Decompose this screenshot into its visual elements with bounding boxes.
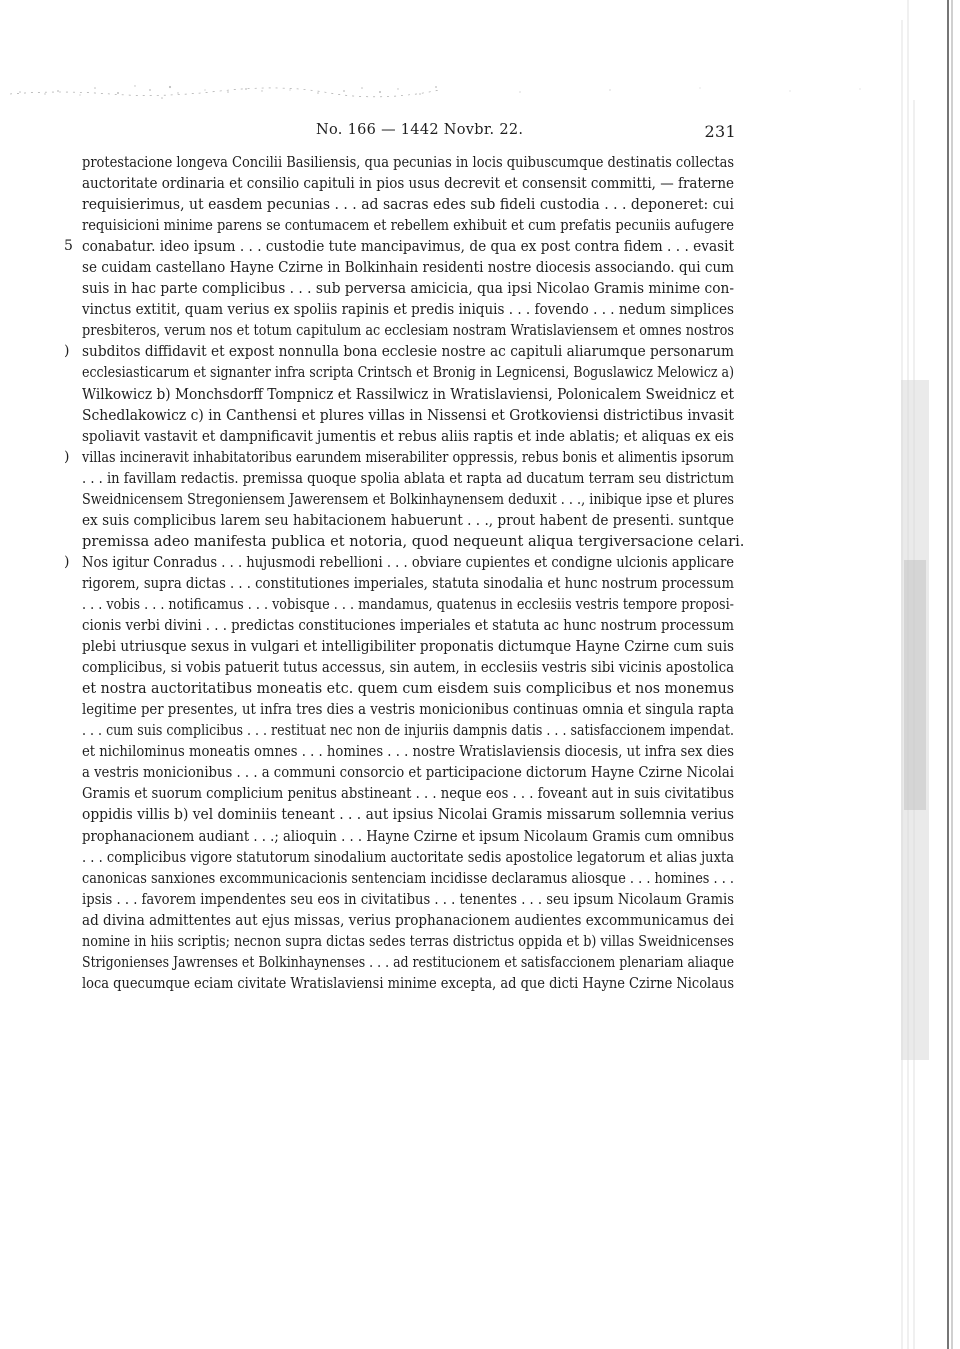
text-line	[64, 341, 734, 362]
line-text: a vestris monicionibus . . . a communi consorcio et participacione dictorum Hayne Czirne Nicolai	[82, 764, 734, 782]
line-text: Sweidnicensem Stregoniensem Jawerensem et Bolkinhaynensem deduxit . . ., inibique ipse et plures	[82, 490, 734, 508]
line-text: suis in hac parte complicibus . . . sub perversa amicicia, qua ipsi Nicolao Gramis minime con-	[82, 280, 734, 298]
text-line	[82, 952, 734, 973]
page-number: 231	[704, 122, 736, 141]
line-text: villas incineravit inhabitatoribus earundem miserabiliter oppressis, rebus bonis et alimentis ipsorum	[82, 448, 734, 466]
line-text: prophanacionem audiant . . .; alioquin . . . Hayne Czirne et ipsum Nicolaum Gramis cum omnibus	[82, 827, 734, 845]
text-line	[82, 152, 734, 173]
text-line	[82, 362, 734, 383]
line-text: subditos diffidavit et expost nonnulla bona ecclesie nostre ac capituli aliarumque personarum	[82, 343, 734, 361]
text-line	[82, 931, 734, 952]
text-line	[82, 215, 734, 236]
line-text: plebi utriusque sexus in vulgari et intelligibiliter proponatis dictumque Hayne Czirne cum suis	[82, 638, 734, 656]
line-margin-marker: )	[64, 448, 70, 465]
line-text: canonicas sanxiones excommunicacionis sentenciam incidisse declaramus aliosque . . . homines . . .	[82, 869, 734, 887]
text-line	[82, 468, 734, 489]
line-text: presbiteros, verum nos et totum capitulum ac ecclesiam nostram Wratislaviensem et omnes nostros	[82, 322, 734, 340]
line-text: requisierimus, ut easdem pecunias . . . ad sacras edes sub fideli custodia . . . deponeret: cui	[82, 196, 734, 214]
document-body	[64, 152, 745, 994]
text-line	[82, 868, 734, 889]
text-line	[82, 678, 734, 699]
line-text: . . . cum suis complicibus . . . restituat nec non de injuriis dampnis datis . . . satisfaccionem impendat.	[82, 722, 734, 740]
text-line	[64, 552, 734, 573]
line-text: complicibus, si vobis patuerit tutus accessus, sin autem, in ecclesiis vestris sibi vicinis apostolica	[82, 659, 734, 677]
line-text: ad divina admittentes aut ejus missas, verius prophanacionem audientes excommunicamus dei	[82, 911, 734, 929]
line-text: . . . in favillam redactis. premissa quoque spolia ablata et rapta ad ducatum terram seu districtum	[82, 469, 734, 487]
line-text: loca quecumque eciam civitate Wratislaviensi minime excepta, ad que dicti Hayne Czirne Nicolaus	[82, 974, 734, 992]
text-line	[82, 594, 734, 615]
scan-artifact-top	[0, 60, 960, 120]
text-line	[82, 636, 734, 657]
document-reference: No. 166 — 1442 Novbr. 22.	[316, 122, 524, 138]
line-text: Schedlakowicz c) in Canthensi et plures villas in Nissensi et Grotkoviensi districtibus invasit	[82, 406, 734, 424]
text-line	[64, 236, 734, 257]
line-margin-marker: )	[64, 553, 70, 570]
line-text: oppidis villis b) vel dominiis teneant . . . aut ipsius Nicolai Gramis missarum sollemnia verius	[82, 806, 734, 824]
text-line	[82, 257, 734, 278]
line-margin-marker: )	[64, 343, 70, 360]
line-text: Nos igitur Conradus . . . hujusmodi rebellioni . . . obviare cupientes et condigne ulcionis applicare	[82, 553, 734, 571]
text-line	[64, 447, 734, 468]
line-text: ex suis complicibus larem seu habitacionem habuerunt . . ., prout habent de presenti. suntque	[82, 511, 734, 529]
line-text: ipsis . . . favorem impendentes seu eos in civitatibus . . . tenentes . . . seu ipsum Nicolaum Gramis	[82, 890, 734, 908]
text-line	[82, 973, 734, 994]
line-text: requisicioni minime parens se contumacem et rebellem exhibuit et cum prefatis pecuniis aufugere	[82, 217, 734, 235]
text-line	[82, 657, 734, 678]
text-line	[82, 299, 734, 320]
text-line	[82, 510, 734, 531]
text-line	[82, 699, 734, 720]
text-line	[82, 489, 734, 510]
line-text: . . . vobis . . . notificamus . . . vobisque . . . mandamus, quatenus in ecclesiis vestris tempore proposi-	[82, 595, 734, 613]
page-header	[316, 122, 736, 144]
line-text: rigorem, supra dictas . . . constitutiones imperiales, statuta sinodalia et hunc nostrum processum	[82, 574, 734, 592]
text-line	[82, 531, 745, 552]
line-text: vinctus extitit, quam verius ex spoliis rapinis et predis iniquis . . . fovendo . . . nedum simplices	[82, 301, 734, 319]
text-line	[82, 804, 734, 825]
line-text: et nichilominus moneatis omnes . . . homines . . . nostre Wratislaviensis diocesis, ut infra sex dies	[82, 743, 734, 761]
text-line	[82, 405, 734, 426]
line-text: Wilkowicz b) Monchsdorff Tompnicz et Rassilwicz in Wratislaviensi, Polonicalem Sweidnicz et	[82, 385, 734, 403]
line-text: cionis verbi divini . . . predictas constituciones imperiales et statuta ac hunc nostrum processum	[82, 617, 734, 635]
line-text: auctoritate ordinaria et consilio capituli in pios usus decrevit et consensit committi, — fraterne	[82, 175, 734, 193]
line-text: protestacione longeva Concilii Basiliensis, qua pecunias in locis quibuscumque destinatis collectas	[82, 154, 734, 171]
scan-artifact-right-edge	[900, 0, 960, 1349]
text-line	[82, 194, 734, 215]
text-line	[82, 847, 734, 868]
line-text: se cuidam castellano Hayne Czirne in Bolkinhain residenti nostre diocesis associando. qui cum	[82, 259, 734, 277]
line-text: legitime per presentes, ut infra tres dies a vestris monicionibus continuas omnia et singula rapta	[82, 701, 734, 719]
line-text: premissa adeo manifesta publica et notoria, quod nequeunt aliqua tergiversacione celari.	[82, 532, 745, 550]
text-line	[82, 720, 734, 741]
text-line	[82, 889, 734, 910]
text-line	[82, 762, 734, 783]
line-text: Strigonienses Jawrenses et Bolkinhaynenses . . . ad restitucionem et satisfaccionem plenariam aliaque	[82, 953, 734, 971]
text-line	[82, 426, 734, 447]
text-line	[82, 573, 734, 594]
text-line	[82, 741, 734, 762]
line-text: . . . complicibus vigore statutorum sinodalium auctoritate sedis apostolice legatorum et alias juxta	[82, 848, 734, 866]
text-line	[82, 278, 734, 299]
text-line	[82, 173, 734, 194]
text-line	[82, 783, 734, 804]
line-margin-marker: 5	[64, 238, 73, 255]
text-line	[82, 384, 734, 405]
text-line	[82, 826, 734, 847]
line-text: spoliavit vastavit et dampnificavit jumentis et rebus aliis raptis et inde ablatis; et aliquas ex eis	[82, 427, 734, 445]
line-text: nomine in hiis scriptis; necnon supra dictas sedes terras districtus oppida et b) villas Sweidnicenses	[82, 932, 734, 950]
line-text: et nostra auctoritatibus moneatis etc. quem cum eisdem suis complicibus et nos monemus	[82, 680, 734, 698]
line-text: conabatur. ideo ipsum . . . custodie tute mancipavimus, de qua ex post contra fidem . . . evasit	[82, 238, 734, 256]
line-text: ecclesiasticarum et signanter infra scripta Crintsch et Bronig in Legnicensi, Boguslawicz Melowicz a)	[82, 364, 734, 382]
text-line	[82, 910, 734, 931]
line-text: Gramis et suorum complicium penitus abstineant . . . neque eos . . . foveant aut in suis civitatibus	[82, 785, 734, 803]
text-line	[82, 320, 734, 341]
text-line	[82, 615, 734, 636]
